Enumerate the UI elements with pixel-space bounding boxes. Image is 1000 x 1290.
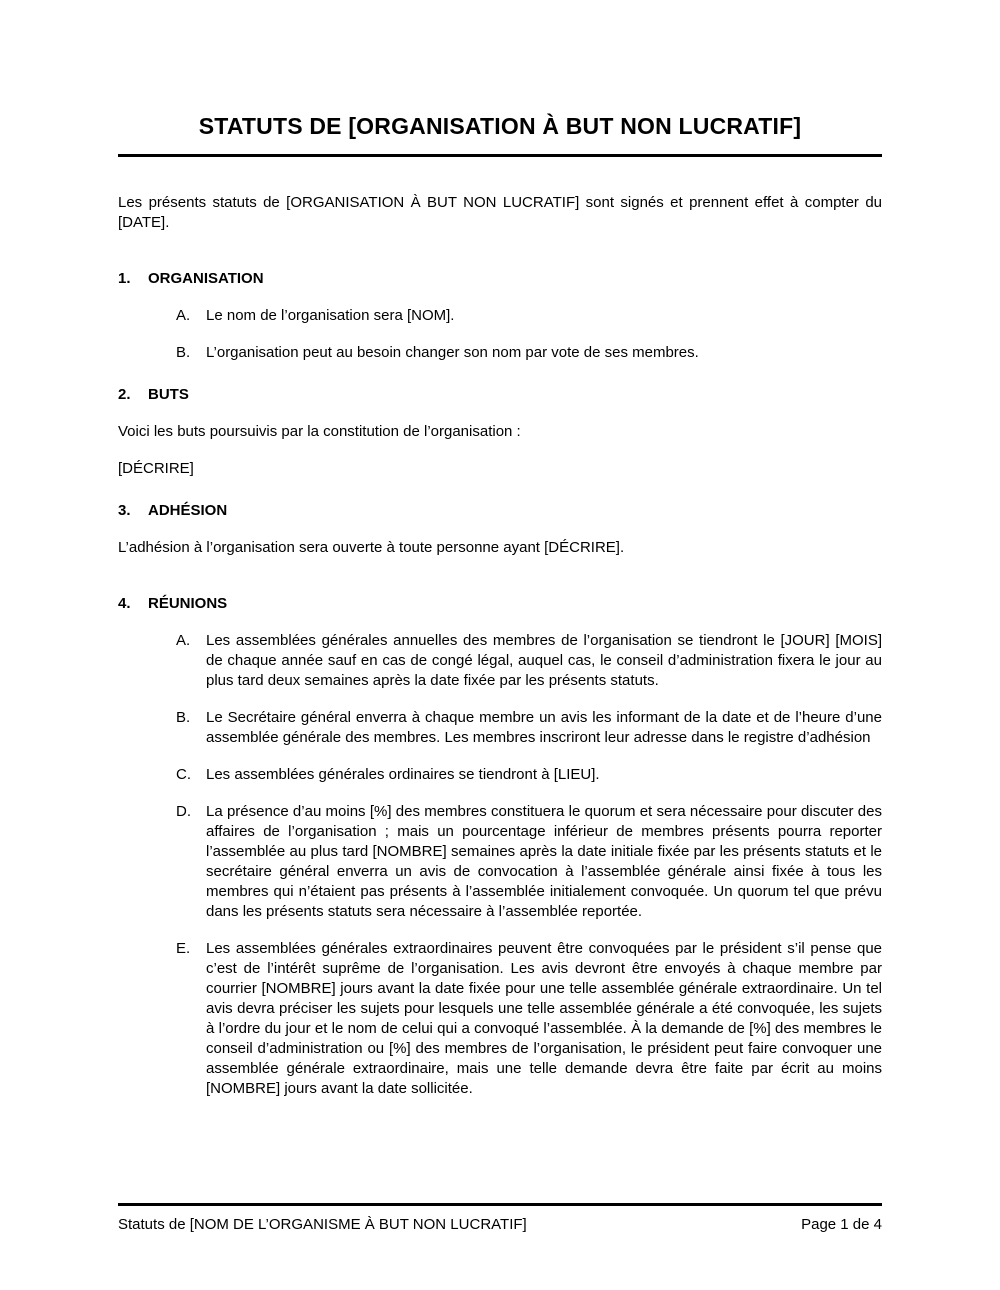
- section-adhesion: [118, 501, 882, 558]
- adhesion-paragraph: L’adhésion à l’organisation sera ouverte à toute personne ayant [DÉCRIRE].: [118, 539, 625, 556]
- intro-paragraph: Les présents statuts de [ORGANISATION À BUT NON LUCRATIF] sont signés et prennent effet à compter du [DATE].: [118, 194, 882, 231]
- section-reunions: [118, 594, 882, 1099]
- page-footer: [118, 1203, 882, 1235]
- section-1-heading: [118, 269, 882, 289]
- section-4-heading: [118, 594, 882, 614]
- item-label: A.: [176, 632, 191, 649]
- item-text: Les assemblées générales annuelles des membres de l’organisation se tiendront le [JOUR] [MOIS] de chaque année sauf en cas de congé légal, auquel cas, le conseil d’administration fixera le jour au plus tard deux semaines après la date fixée par les présents statuts.: [206, 632, 882, 689]
- list-item-1b: [118, 343, 882, 363]
- section-3-title: ADHÉSION: [148, 502, 228, 519]
- section-1-number: 1.: [118, 270, 131, 287]
- item-label: C.: [176, 766, 191, 783]
- item-text: Les assemblées générales ordinaires se tiendront à [LIEU].: [206, 766, 600, 783]
- section-organisation: [118, 269, 882, 363]
- list-item-4b: [118, 708, 882, 748]
- section-1-title: ORGANISATION: [148, 270, 264, 287]
- list-item-4c: [118, 765, 882, 785]
- section-4-title: RÉUNIONS: [148, 595, 228, 612]
- section-2-number: 2.: [118, 386, 131, 403]
- footer-page-number: Page 1 de 4: [801, 1216, 882, 1233]
- section-2-heading: [118, 385, 882, 405]
- document-title: STATUTS DE [ORGANISATION À BUT NON LUCRATIF]: [198, 113, 802, 139]
- section-2-title: BUTS: [148, 386, 189, 403]
- item-text: Les assemblées générales extraordinaires peuvent être convoquées par le président s’il pense que c’est de l’intérêt suprême de l’organisation. Les avis devront être envoyés à chaque membre par courrier [NOMBRE] jours avant la date fixée pour une telle assemblée générale extraordinaire. Un tel avis devra préciser les sujets pour lesquels une telle assemblée générale a été convoquée, les sujets à l’ordre du jour et le nom de celui qui a convoqué l’assemblée. À la demande de [%] des membres le conseil d’administration ou [%] des membres de l’organisation, le président peut faire convoquer une assemblée générale extraordinaire, mais une telle demande devra être faite par écrit au moins [NOMBRE] jours avant la date sollicitée.: [206, 940, 882, 1097]
- title-rule: [118, 154, 882, 157]
- list-item-4a: [118, 631, 882, 691]
- item-text: Le nom de l’organisation sera [NOM].: [206, 307, 455, 324]
- buts-intro-paragraph: Voici les buts poursuivis par la constitution de l’organisation :: [118, 423, 521, 440]
- list-item-4d: [118, 802, 882, 922]
- list-item-4e: [118, 939, 882, 1099]
- item-text: La présence d’au moins [%] des membres constituera le quorum et sera nécessaire pour discuter des affaires de l’organisation ; mais un pourcentage inférieur de membres présents pourra reporter l’assemblée au plus tard [NOMBRE] semaines après la date initiale fixée par les présents statuts et le secrétaire général enverra un avis de convocation à l’assemblée générale ainsi fixée à tous les membres qui n’étaient pas présents à l’assemblée initialement convoquée. Un quorum tel que prévu dans les présents statuts sera nécessaire à l’assemblée reportée.: [206, 803, 882, 920]
- item-label: B.: [176, 709, 191, 726]
- section-3-number: 3.: [118, 502, 131, 519]
- item-label: D.: [176, 803, 191, 820]
- buts-placeholder-paragraph: [DÉCRIRE]: [118, 460, 194, 477]
- item-label: B.: [176, 344, 191, 361]
- list-item-1a: [118, 306, 882, 326]
- section-4-number: 4.: [118, 595, 131, 612]
- item-text: L’organisation peut au besoin changer son nom par vote de ses membres.: [206, 344, 699, 361]
- footer-document-name: Statuts de [NOM DE L’ORGANISME À BUT NON LUCRATIF]: [118, 1216, 527, 1233]
- section-3-heading: [118, 501, 882, 521]
- item-text: Le Secrétaire général enverra à chaque membre un avis les informant de la date et de l’heure d’une assemblée générale des membres. Les membres inscriront leur adresse dans le registre d’adhésion: [206, 709, 882, 746]
- item-label: A.: [176, 307, 191, 324]
- item-label: E.: [176, 940, 191, 957]
- section-buts: [118, 385, 882, 479]
